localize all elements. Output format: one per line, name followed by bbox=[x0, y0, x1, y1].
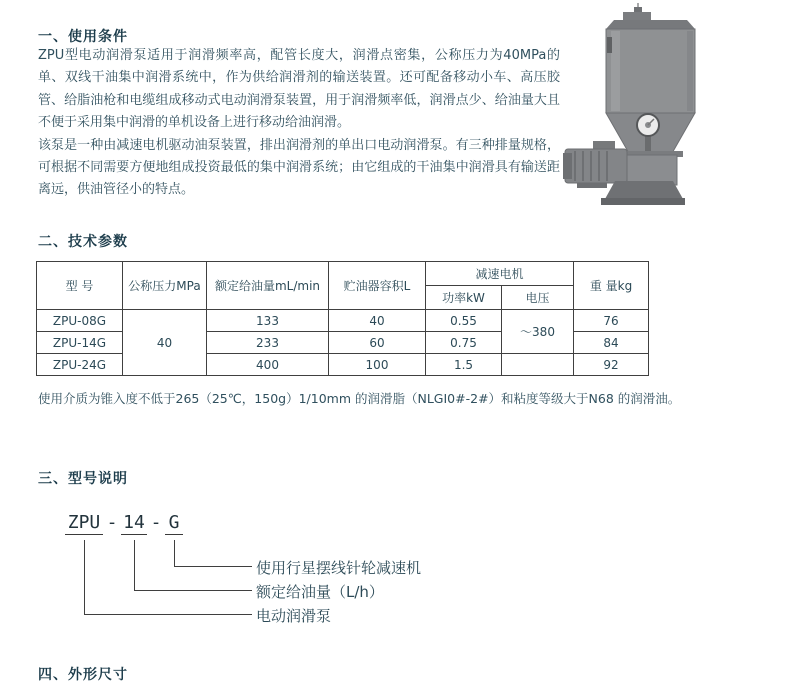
cell-power: 1.5 bbox=[426, 354, 502, 376]
section-specs-heading: 二、技术参数 bbox=[38, 234, 128, 250]
cell-weight: 76 bbox=[574, 310, 649, 332]
diagram-label-series: 电动润滑泵 bbox=[256, 607, 332, 625]
model-code-diagram bbox=[65, 508, 495, 633]
model-segment-reducer: G bbox=[165, 512, 183, 535]
cell-model: ZPU-14G bbox=[37, 332, 123, 354]
pump-illustration bbox=[563, 3, 700, 208]
section-usage-heading: 一、使用条件 bbox=[38, 29, 128, 45]
cell-capacity: 60 bbox=[329, 332, 426, 354]
section-dimensions-heading: 四、外形尺寸 bbox=[38, 667, 128, 683]
col-header-flow: 额定给油量mL/min bbox=[207, 262, 329, 310]
cell-flow: 233 bbox=[207, 332, 329, 354]
col-header-motor-group: 减速电机 bbox=[426, 262, 574, 286]
cell-voltage-shared: ～380 bbox=[502, 310, 574, 354]
connector-line-series bbox=[84, 540, 252, 615]
cell-voltage-empty bbox=[502, 354, 574, 376]
table-row bbox=[37, 310, 649, 332]
cell-capacity: 100 bbox=[329, 354, 426, 376]
cell-flow: 400 bbox=[207, 354, 329, 376]
cell-weight: 84 bbox=[574, 332, 649, 354]
col-header-capacity: 贮油器容积L bbox=[329, 262, 426, 310]
cell-pressure-shared: 40 bbox=[123, 310, 207, 376]
specs-table bbox=[36, 261, 649, 376]
model-separator: - bbox=[150, 512, 162, 533]
cell-weight: 92 bbox=[574, 354, 649, 376]
table-header-row-1 bbox=[37, 262, 649, 286]
cell-flow: 133 bbox=[207, 310, 329, 332]
model-separator: - bbox=[106, 512, 118, 533]
col-header-model: 型 号 bbox=[37, 262, 123, 310]
diagram-label-reducer: 使用行星摆线针轮减速机 bbox=[256, 559, 422, 577]
lubricant-note: 使用介质为锥入度不低于265（25℃，150g）1/10mm 的润滑脂（NLGI0#-2#）和粘度等级大于N68 的润滑油。 bbox=[38, 391, 681, 406]
model-code-line bbox=[65, 512, 183, 536]
model-segment-series: ZPU bbox=[65, 512, 103, 535]
usage-paragraph-2: 该泵是一种由减速电机驱动油泵装置，排出润滑剂的单出口电动润滑泵。有三种排量规格，可根据不同需要方便地组成投资最低的集中润滑系统；由它组成的干油集中润滑具有输送距离远，供油管径小的特点。 bbox=[38, 137, 560, 198]
cell-model: ZPU-24G bbox=[37, 354, 123, 376]
col-header-voltage: 电压 bbox=[502, 286, 574, 310]
usage-paragraph-1: ZPU型电动润滑泵适用于润滑频率高，配管长度大，润滑点密集，公称压力为40MPa的单、双线干油集中润滑系统中，作为供给润滑剂的输送装置。还可配备移动小车、高压胶管、给脂油枪和电缆组成移动式电动润滑泵装置，用于润滑频率低，润滑点少、给油量大且不便于采用集中润滑的单机设备上进行移动给油润滑。 bbox=[38, 48, 560, 131]
cell-power: 0.75 bbox=[426, 332, 502, 354]
cell-model: ZPU-08G bbox=[37, 310, 123, 332]
col-header-weight: 重 量kg bbox=[574, 262, 649, 310]
col-header-pressure: 公称压力MPa bbox=[123, 262, 207, 310]
cell-capacity: 40 bbox=[329, 310, 426, 332]
usage-text-block bbox=[38, 45, 560, 202]
cell-power: 0.55 bbox=[426, 310, 502, 332]
diagram-label-flow: 额定给油量（L/h） bbox=[256, 583, 384, 601]
model-segment-flow: 14 bbox=[121, 512, 147, 535]
pump-product-photo bbox=[563, 3, 700, 208]
section-model-heading: 三、型号说明 bbox=[38, 471, 128, 487]
col-header-power: 功率kW bbox=[426, 286, 502, 310]
